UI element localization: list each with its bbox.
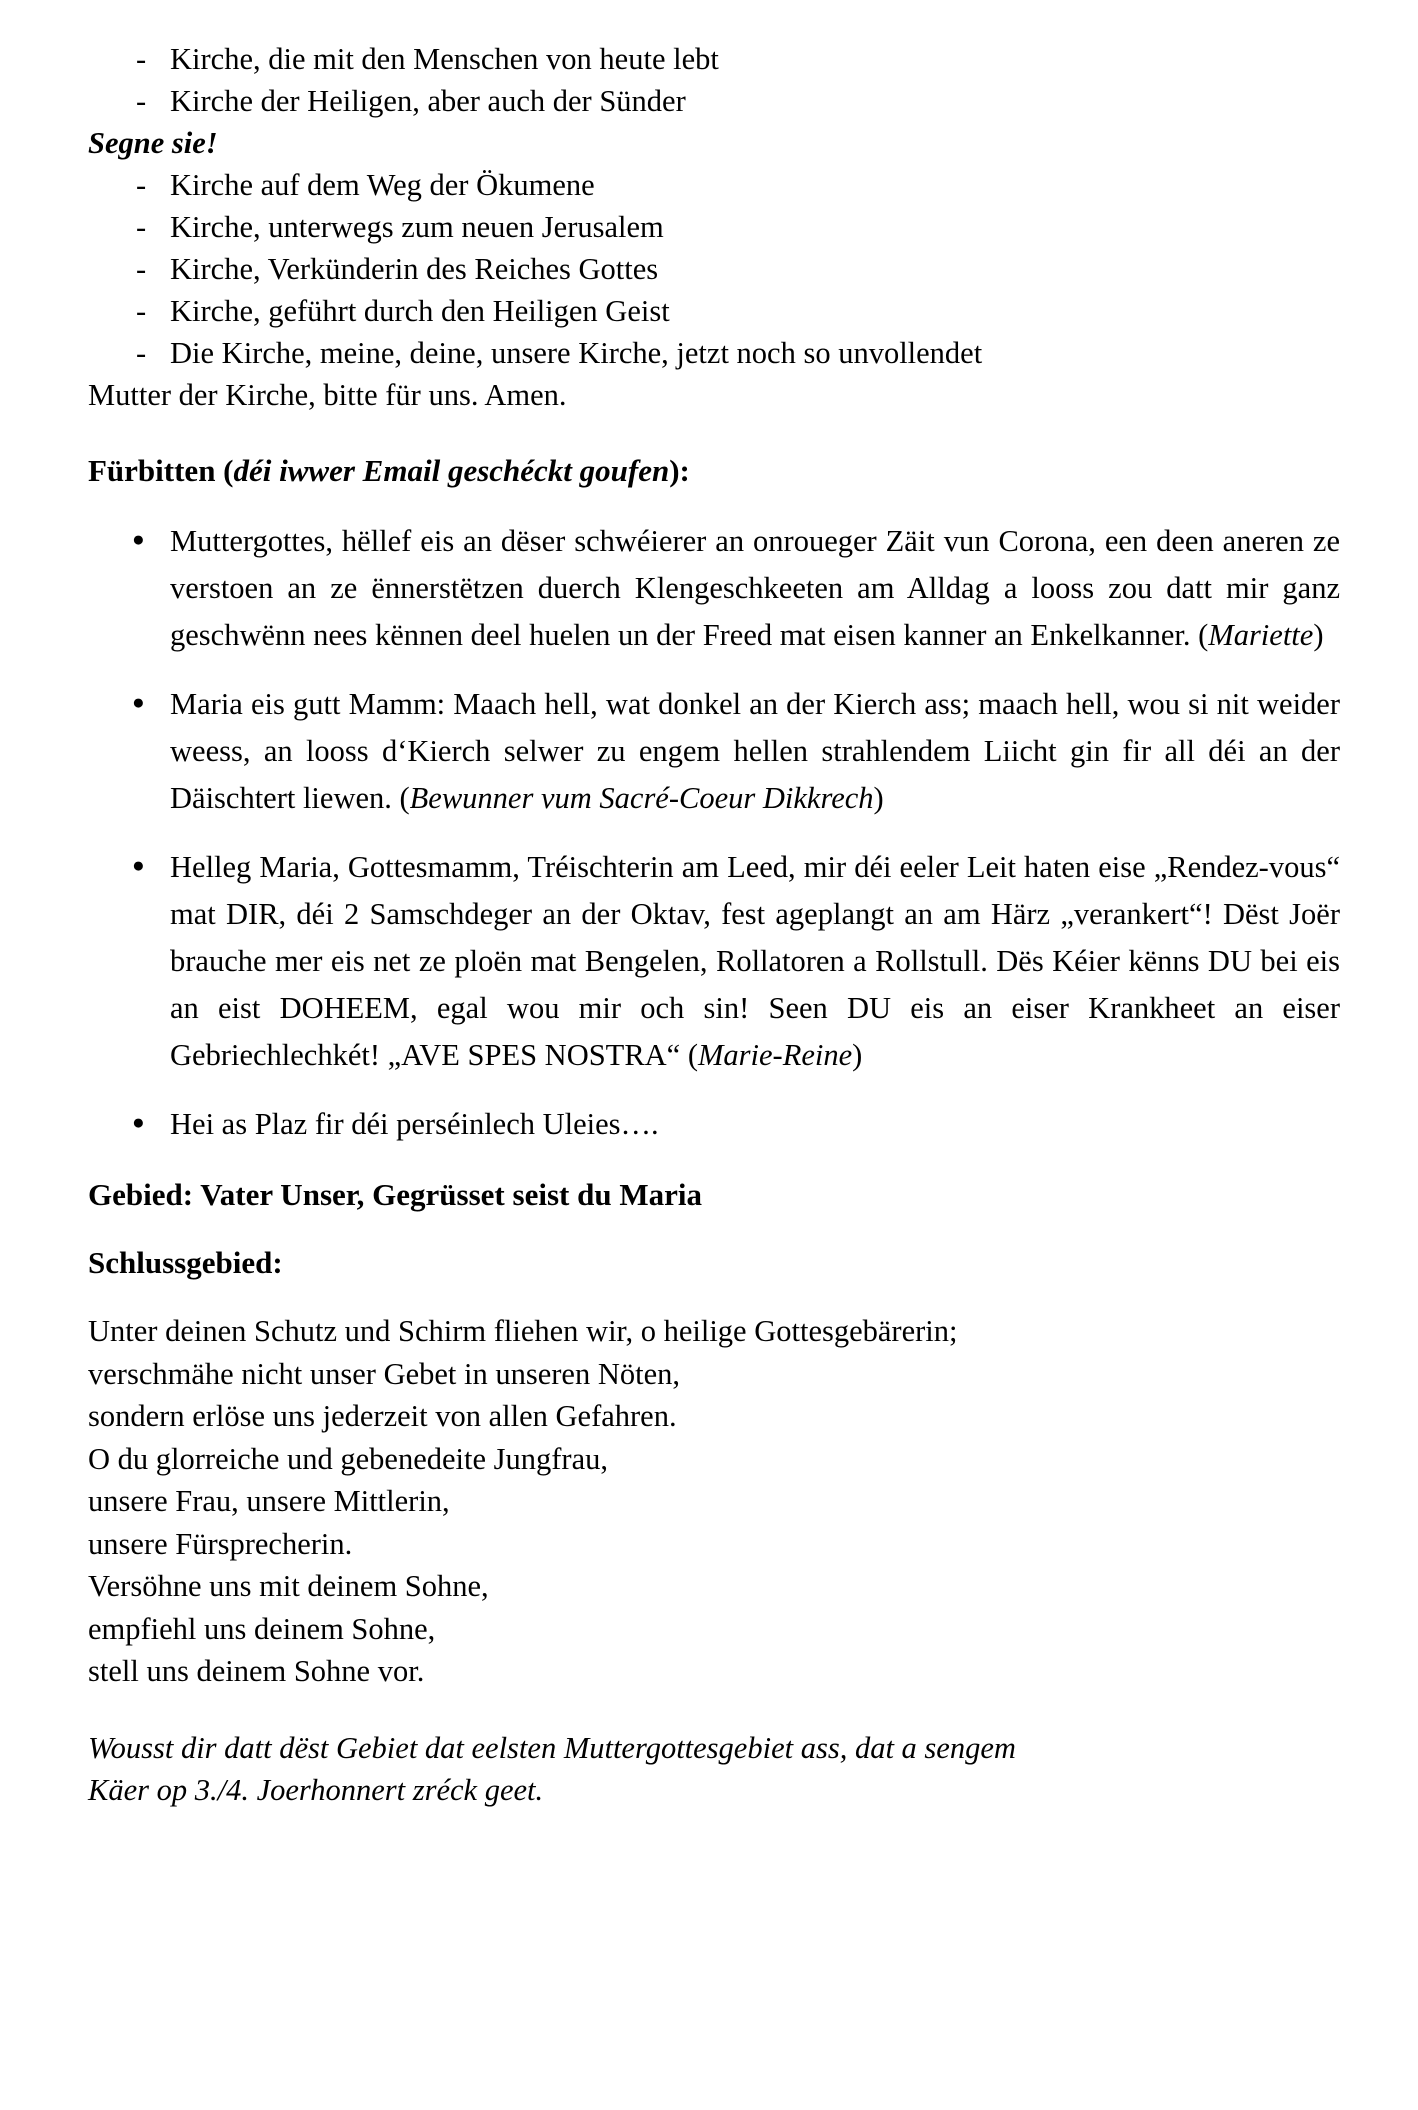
segne-sie-heading: Segne sie! [88, 126, 218, 160]
dash-marker-icon: - [136, 210, 147, 244]
intention-tail: ) [852, 1038, 863, 1072]
schlussgebied-body [88, 1310, 1340, 1693]
bullet-marker-icon: ● [132, 1110, 145, 1134]
prayer-line: sondern erlöse uns jederzeit von allen Gefahren. [88, 1399, 677, 1433]
mutter-der-kirche-line: Mutter der Kirche, bitte für uns. Amen. [88, 378, 567, 412]
prayer-line: verschmähe nicht unser Gebet in unseren Nöten, [88, 1356, 681, 1391]
fuerbitten-parenthetical: déi iwwer Email geschéckt goufen [233, 453, 670, 488]
list-item-label: Kirche, geführt durch den Heiligen Geist [170, 294, 670, 328]
list-item-label: Kirche der Heiligen, aber auch der Sünder [170, 84, 686, 118]
list-item [88, 1101, 1340, 1148]
list-item [88, 290, 1340, 332]
spacer [88, 1693, 1340, 1727]
list-item [88, 164, 1340, 206]
bullet-marker-icon: ● [132, 527, 145, 551]
bullet-marker-icon: ● [132, 690, 145, 714]
dash-marker-icon: - [136, 336, 147, 370]
spacer [88, 492, 1340, 518]
list-item [88, 844, 1340, 1079]
intention-text: Maria eis gutt Mamm: Maach hell, wat donkel an der Kierch ass; maach hell, wou si nit weider weess, an looss d‘Kierch selwer zu engem hellen strahlendem Liicht gin fir all déi an der Däischtert liewen. ( [170, 687, 1340, 815]
list-item [88, 248, 1340, 290]
intention-attribution: Mariette [1208, 618, 1314, 652]
intention-tail: ) [1313, 618, 1324, 652]
prayer-line: Unter deinen Schutz und Schirm fliehen wir, o heilige Gottesgebärerin; [88, 1314, 958, 1348]
closing-note-line: Käer op 3./4. Joerhonnert zréck geet. [88, 1773, 544, 1807]
dash-marker-icon: - [136, 168, 147, 202]
segne-dash-list [88, 164, 1340, 374]
list-item [88, 332, 1340, 374]
prayer-line: Versöhne uns mit deinem Sohne, [88, 1569, 489, 1603]
spacer [88, 1148, 1340, 1174]
intention-attribution: Marie-Reine [698, 1038, 853, 1072]
list-item [88, 681, 1340, 822]
fuerbitten-suffix: ): [669, 453, 690, 488]
bullet-marker-icon: ● [132, 853, 145, 877]
prayer-line: O du glorreiche und gebenedeite Jungfrau, [88, 1441, 609, 1476]
prayer-line: unsere Fürsprecherin. [88, 1526, 353, 1561]
fuerbitten-heading [88, 450, 1340, 492]
gebied-heading: Gebied: Vater Unser, Gegrüsset seist du Maria [88, 1177, 702, 1212]
list-item [88, 518, 1340, 659]
spacer [88, 1216, 1340, 1242]
spacer [88, 1284, 1340, 1310]
list-item-label: Kirche, Verkünderin des Reiches Gottes [170, 252, 659, 286]
schlussgebied-heading: Schlussgebied: [88, 1245, 283, 1280]
list-item-label: Kirche auf dem Weg der Ökumene [170, 168, 595, 202]
dash-marker-icon: - [136, 42, 147, 76]
top-dash-list [88, 38, 1340, 122]
intentions-list [88, 518, 1340, 1148]
dash-marker-icon: - [136, 294, 147, 328]
list-item [88, 80, 1340, 122]
prayer-line: empfiehl uns deinem Sohne, [88, 1611, 436, 1646]
intention-attribution: Bewunner vum Sacré-Coeur Dikkrech [409, 781, 874, 815]
intention-tail: ) [873, 781, 884, 815]
dash-marker-icon: - [136, 252, 147, 286]
list-item [88, 206, 1340, 248]
prayer-line: stell uns deinem Sohne vor. [88, 1654, 425, 1688]
intention-text: Hei as Plaz fir déi perséinlech Uleies…. [170, 1107, 659, 1141]
intention-text: Helleg Maria, Gottesmamm, Tréischterin am Leed, mir déi eeler Leit haten eise „Rendez-vous“ mat DIR, déi 2 Samschdeger an der Oktav, fest ageplangt an am Härz „verankert“! Dëst Joër brauche mer eis net ze ploën mat Bengelen, Rollatoren a Rollstull. Dës Kéier kënns DU bei eis an eist DOHEEM, egal wou mir och sin! Seen DU eis an eiser Krankheet an eiser Gebriechlechkét! „AVE SPES NOSTRA“ ( [170, 850, 1340, 1072]
list-item [88, 38, 1340, 80]
fuerbitten-label: Fürbitten ( [88, 453, 234, 488]
closing-note [88, 1727, 1340, 1812]
prayer-line: unsere Frau, unsere Mittlerin, [88, 1484, 450, 1518]
list-item-label: Kirche, unterwegs zum neuen Jerusalem [170, 210, 664, 244]
list-item-label: Kirche, die mit den Menschen von heute lebt [170, 42, 719, 76]
intention-text: Muttergottes, hëllef eis an dëser schwéierer an onroueger Zäit vun Corona, een deen aneren ze verstoen an ze ënnerstëtzen duerch Klengeschkeeten am Alldag a looss zou datt mir ganz geschwënn nees kënnen deel huelen un der Freed mat eisen kanner an Enkelkanner. ( [170, 524, 1340, 652]
closing-note-line: Wousst dir datt dëst Gebiet dat eelsten Muttergottesgebiet ass, dat a sengem [88, 1730, 1016, 1765]
dash-marker-icon: - [136, 84, 147, 118]
spacer [88, 416, 1340, 450]
list-item-label: Die Kirche, meine, deine, unsere Kirche, jetzt noch so unvollendet [170, 336, 983, 370]
